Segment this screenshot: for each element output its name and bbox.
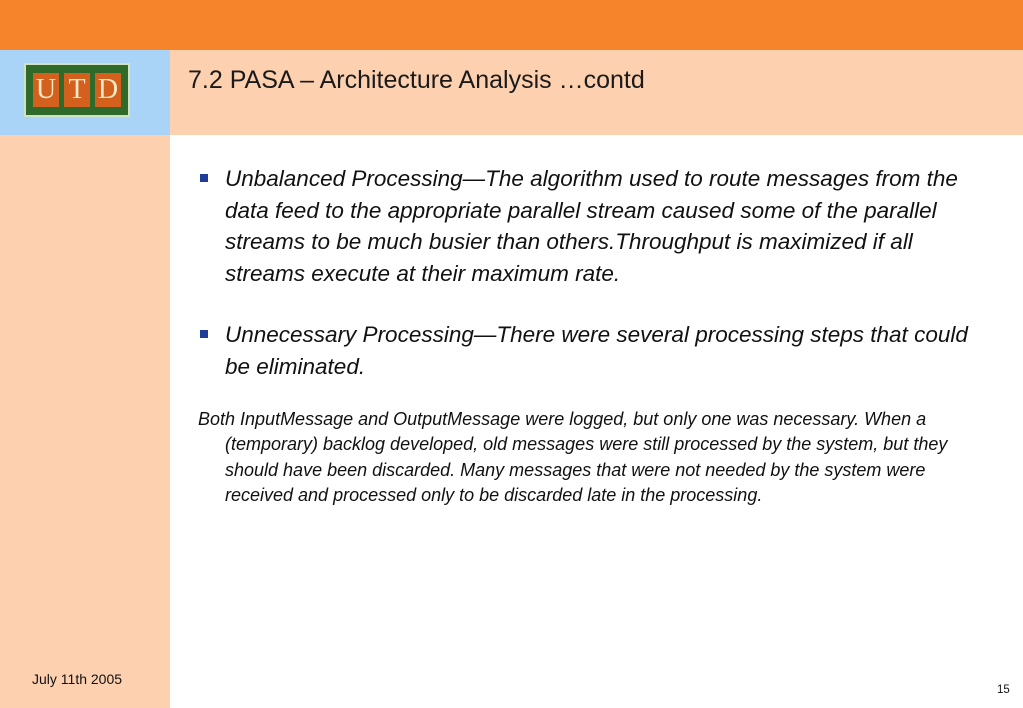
- square-bullet-icon: [200, 330, 208, 338]
- top-accent-bar: [0, 0, 1023, 50]
- logo-letter-u: U: [33, 73, 59, 107]
- bullet-item-unbalanced-processing: [198, 163, 988, 289]
- square-bullet-icon: [200, 174, 208, 182]
- utd-logo: [24, 63, 130, 117]
- slide-title: 7.2 PASA – Architecture Analysis …contd: [188, 66, 645, 94]
- left-sidebar-band: [0, 135, 170, 708]
- bullet-text: Unbalanced Processing—The algorithm used to route messages from the data feed to the appropriate parallel stream caused some of the parallel streams to be much busier than others.Throughput is maximized if all streams execute at their maximum rate.: [225, 166, 958, 286]
- detail-paragraph: Both InputMessage and OutputMessage were logged, but only one was necessary. When a (temporary) backlog developed, old messages were still processed by the system, but they should have been discarded. Many messages that were not needed by the system were received and processed only to be discarded late in the processing.: [198, 409, 948, 505]
- page-number: 15: [997, 684, 1010, 696]
- logo-letter-t: T: [64, 73, 90, 107]
- slide-body: [198, 163, 988, 508]
- bullet-text: Unnecessary Processing—There were several processing steps that could be eliminated.: [225, 322, 968, 379]
- footer-date: July 11th 2005: [32, 671, 123, 687]
- logo-letter-d: D: [95, 73, 121, 107]
- bullet-item-unnecessary-processing: [198, 319, 988, 382]
